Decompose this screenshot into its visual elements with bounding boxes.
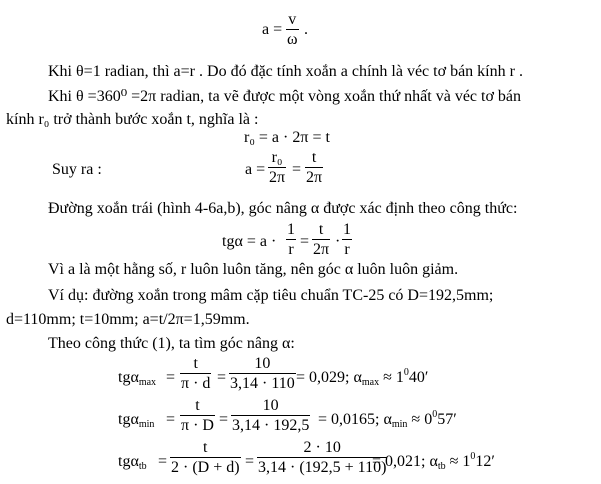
eq-tg-fraction3 xyxy=(342,222,352,258)
eq-min-rhs: = 0,0165; $\alpha_{min} \approx 0^057'$ xyxy=(318,409,457,430)
paragraph-formula-ref: Theo công thức (1), ta tìm góc nâng α: xyxy=(48,335,295,352)
eq-tb-eq1: = xyxy=(158,453,168,470)
fraction-bar xyxy=(305,167,323,168)
eq-tb-rhs: = 0,021; $\alpha_{tb} \approx 1^012'$ xyxy=(372,451,495,472)
eq-a-lhs: a = xyxy=(262,21,283,38)
eq-tg-fraction1 xyxy=(286,222,296,258)
fraction-bar xyxy=(229,373,296,374)
eq-min-den2: 3,14 · 192,5 xyxy=(232,417,310,434)
fraction-bar xyxy=(170,457,241,458)
eq-max-fraction2 xyxy=(229,356,296,392)
eq-min-lhs: tgα$_{min}$ xyxy=(118,411,155,430)
eq-tb-den1: 2 · (D + d) xyxy=(171,459,240,476)
eq-max-fraction1 xyxy=(180,356,211,392)
fraction-bar xyxy=(180,373,211,374)
eq-tg-lhs: tgα = a · xyxy=(222,233,277,250)
suy-ra-label: Suy ra : xyxy=(52,161,102,178)
fraction-bar xyxy=(268,167,286,168)
eq-tg-den3: r xyxy=(344,241,350,258)
eq-max-den2: 3,14 · 110 xyxy=(230,375,295,392)
eq-tb-num1: t xyxy=(203,439,208,456)
eq-max-rhs: = 0,029; $\alpha_{max} \approx 1^040'$ xyxy=(296,367,429,388)
fraction-bar xyxy=(231,415,310,416)
eq-a-end: . xyxy=(304,21,308,38)
fraction-bar xyxy=(180,415,215,416)
eq-a2-num1: r₀ xyxy=(271,149,283,166)
eq-a2-num2: t xyxy=(311,149,317,166)
fraction-bar xyxy=(257,457,387,458)
eq-tb-eq2: = xyxy=(245,453,255,470)
eq-min-num1: t xyxy=(195,397,200,414)
paragraph-theta-360-line2: kính r₀ trở thành bước xoắn t, nghĩa là : xyxy=(6,111,259,128)
eq-max-eq2: = xyxy=(217,369,227,386)
eq-a2-eq: = xyxy=(292,161,302,178)
eq-max-den1: π · d xyxy=(181,375,211,392)
eq-min-fraction1 xyxy=(180,398,215,434)
eq-tb-lhs: tgα$_{tb}$ xyxy=(118,453,147,472)
paragraph-constant: Vì a là một hằng số, r luôn luôn tăng, nên góc α luôn luôn giảm. xyxy=(48,261,459,278)
eq-tg-num3: 1 xyxy=(343,221,351,238)
paragraph-example-line1: Ví dụ: đường xoắn trong mâm cặp tiêu chuẩn TC-25 có D=192,5mm; xyxy=(48,287,494,304)
eq-tg-den1: r xyxy=(288,241,294,258)
eq-min-eq1: = xyxy=(166,411,176,428)
eq-max-num2: 10 xyxy=(254,355,271,372)
eq-min-num2: 10 xyxy=(262,397,279,414)
eq-a-num: v xyxy=(288,11,297,28)
eq-tg-eq: = xyxy=(300,233,310,250)
paragraph-example-line2: d=110mm; t=10mm; a=t/2π=1,59mm. xyxy=(6,311,250,328)
eq-tg-den2: 2π xyxy=(313,241,330,258)
eq-tb-num2: 2 · 10 xyxy=(303,439,341,456)
eq-tb-fraction1 xyxy=(170,440,241,476)
eq-max-eq1: = xyxy=(166,369,176,386)
eq-max-lhs: tgα$_{max}$ xyxy=(118,369,157,388)
paragraph-theta-360-line1: Khi θ =360⁰ =2π radian, ta vẽ được một vòng xoắn thứ nhất và véc tơ bán xyxy=(48,88,522,105)
fraction-bar xyxy=(342,239,352,240)
eq-tg-dot: · xyxy=(335,233,341,250)
eq-a2-lhs: a = xyxy=(245,161,266,178)
eq-tb-fraction2 xyxy=(257,440,387,476)
eq-a2-den1: 2π xyxy=(269,169,286,186)
eq-a-fraction xyxy=(286,12,299,48)
eq-tb-den2: 3,14 · (192,5 + 110) xyxy=(258,459,387,476)
eq-tg-fraction2 xyxy=(312,222,330,258)
fraction-bar xyxy=(286,29,299,30)
paragraph-theta-one: Khi θ=1 radian, thì a=r . Do đó đặc tính xoắn a chính là véc tơ bán kính r . xyxy=(48,63,523,80)
eq-a-den: ω xyxy=(287,31,298,48)
eq-min-eq2: = xyxy=(219,411,229,428)
paragraph-left-spiral: Đường xoắn trái (hình 4-6a,b), góc nâng α được xác định theo công thức: xyxy=(48,200,518,217)
eq-a2-fraction2 xyxy=(305,150,323,186)
eq-a2-den2: 2π xyxy=(306,169,323,186)
equation-r0: r₀ = a · 2π = t xyxy=(244,129,330,146)
eq-tg-num2: t xyxy=(318,221,324,238)
eq-max-num1: t xyxy=(193,355,198,372)
eq-tg-num1: 1 xyxy=(287,221,295,238)
fraction-bar xyxy=(286,239,296,240)
eq-a2-fraction1 xyxy=(268,150,286,186)
fraction-bar xyxy=(312,239,330,240)
eq-min-fraction2 xyxy=(231,398,310,434)
eq-min-den1: π · D xyxy=(181,417,214,434)
